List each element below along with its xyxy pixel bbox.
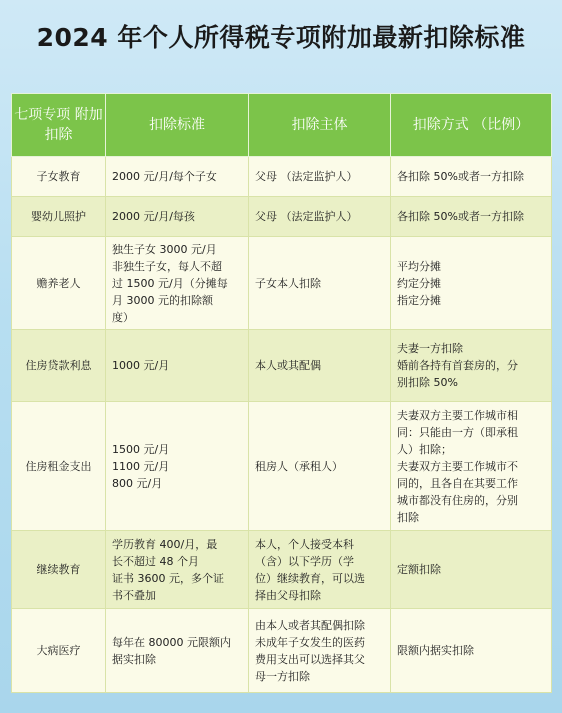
method-line: 婚前各持有首套房的，分 — [397, 359, 518, 372]
method-line: 同：只能由一方（即承租 — [397, 425, 518, 439]
subject-line: 子女本人扣除 — [255, 276, 321, 290]
standard-line: 据实扣除 — [112, 652, 156, 666]
table-row — [12, 330, 552, 402]
cell-subject — [249, 531, 391, 609]
standard-line: 非独生子女，每人不超 — [112, 259, 222, 273]
cell-item: 大病医疗 — [12, 609, 106, 693]
cell-method — [391, 157, 552, 197]
standard-line: 1100 元/月 — [112, 459, 170, 473]
method-line: 夫妻双方主要工作城市相 — [397, 408, 518, 422]
cell-item: 住房租金支出 — [12, 402, 106, 531]
method-line: 指定分摊 — [397, 293, 441, 307]
cell-standard — [106, 402, 249, 531]
header-method: 扣除方式 （比例） — [391, 94, 552, 157]
standard-line: 每年在 80000 元限额内 — [112, 635, 231, 649]
cell-standard — [106, 330, 249, 402]
subject-line: 位）继续教育，可以选 — [255, 571, 365, 585]
cell-standard — [106, 237, 249, 330]
standard-line: 独生子女 3000 元/月 — [112, 242, 217, 256]
cell-standard — [106, 157, 249, 197]
standard-line: 2000 元/月/每个子女 — [112, 170, 217, 183]
standard-line: 1000 元/月 — [112, 359, 170, 372]
standard-line: 书不叠加 — [112, 588, 156, 602]
table-row — [12, 609, 552, 693]
standard-line: 月 3000 元的扣除额 — [112, 293, 213, 307]
subject-line: 未成年子女发生的医药 — [255, 635, 365, 649]
table-row — [12, 237, 552, 330]
header-item-line: 附加扣除 — [44, 107, 103, 143]
subject-line: 由本人或者其配偶扣除 — [255, 618, 365, 632]
cell-method — [391, 402, 552, 531]
cell-subject — [249, 402, 391, 531]
table-row — [12, 197, 552, 237]
cell-standard — [106, 197, 249, 237]
cell-subject — [249, 237, 391, 330]
cell-item: 子女教育 — [12, 157, 106, 197]
header-item-line: 七项专项 — [14, 107, 71, 123]
method-line: 限额内据实扣除 — [397, 644, 474, 657]
method-line: 扣除 — [397, 510, 419, 524]
subject-line: 费用支出可以选择其父 — [255, 652, 365, 666]
standard-line: 度） — [112, 310, 134, 324]
method-line: 约定分摊 — [397, 276, 441, 290]
standard-line: 800 元/月 — [112, 476, 163, 490]
table-row — [12, 402, 552, 531]
page-title: 2024 年个人所得税专项附加最新扣除标准 — [36, 23, 526, 52]
subject-line: （含）以下学历（学 — [255, 554, 354, 568]
cell-subject — [249, 197, 391, 237]
method-line: 夫妻一方扣除 — [397, 342, 463, 355]
standard-line: 1500 元/月 — [112, 442, 170, 456]
deduction-table — [11, 93, 552, 693]
header-subject: 扣除主体 — [249, 94, 391, 157]
table-row — [12, 157, 552, 197]
standard-line: 过 1500 元/月（分摊每 — [112, 276, 228, 290]
method-line: 人）扣除； — [397, 442, 452, 456]
cell-subject — [249, 330, 391, 402]
table-row — [12, 531, 552, 609]
header-row — [12, 94, 552, 157]
cell-item: 住房贷款利息 — [12, 330, 106, 402]
cell-item: 婴幼儿照护 — [12, 197, 106, 237]
method-line: 同的，且各自在其要工作 — [397, 476, 518, 490]
subject-line: 父母 （法定监护人） — [255, 210, 358, 223]
standard-line: 2000 元/月/每孩 — [112, 210, 195, 223]
cell-method — [391, 531, 552, 609]
method-line: 夫妻双方主要工作城市不 — [397, 459, 518, 473]
subject-line: 租房人（承租人） — [255, 459, 343, 473]
cell-standard — [106, 531, 249, 609]
cell-item: 赡养老人 — [12, 237, 106, 330]
method-line: 各扣除 50%或者一方扣除 — [397, 210, 524, 223]
standard-line: 长不超过 48 个月 — [112, 554, 199, 568]
standard-line: 学历教育 400/月，最 — [112, 537, 218, 551]
standard-line: 证书 3600 元，多个证 — [112, 571, 224, 585]
method-line: 别扣除 50% — [397, 376, 458, 389]
subject-line: 本人，个人接受本科 — [255, 537, 354, 551]
cell-subject — [249, 157, 391, 197]
cell-method — [391, 609, 552, 693]
subject-line: 本人或其配偶 — [255, 359, 321, 372]
cell-method — [391, 330, 552, 402]
method-line: 平均分摊 — [397, 259, 441, 273]
cell-subject — [249, 609, 391, 693]
subject-line: 择由父母扣除 — [255, 588, 321, 602]
cell-item: 继续教育 — [12, 531, 106, 609]
header-item — [12, 94, 106, 157]
subject-line: 母一方扣除 — [255, 669, 310, 683]
method-line: 定额扣除 — [397, 563, 441, 576]
subject-line: 父母 （法定监护人） — [255, 170, 358, 183]
cell-method — [391, 197, 552, 237]
method-line: 各扣除 50%或者一方扣除 — [397, 170, 524, 183]
header-standard: 扣除标准 — [106, 94, 249, 157]
cell-method — [391, 237, 552, 330]
cell-standard — [106, 609, 249, 693]
method-line: 城市都没有住房的，分别 — [397, 493, 518, 507]
